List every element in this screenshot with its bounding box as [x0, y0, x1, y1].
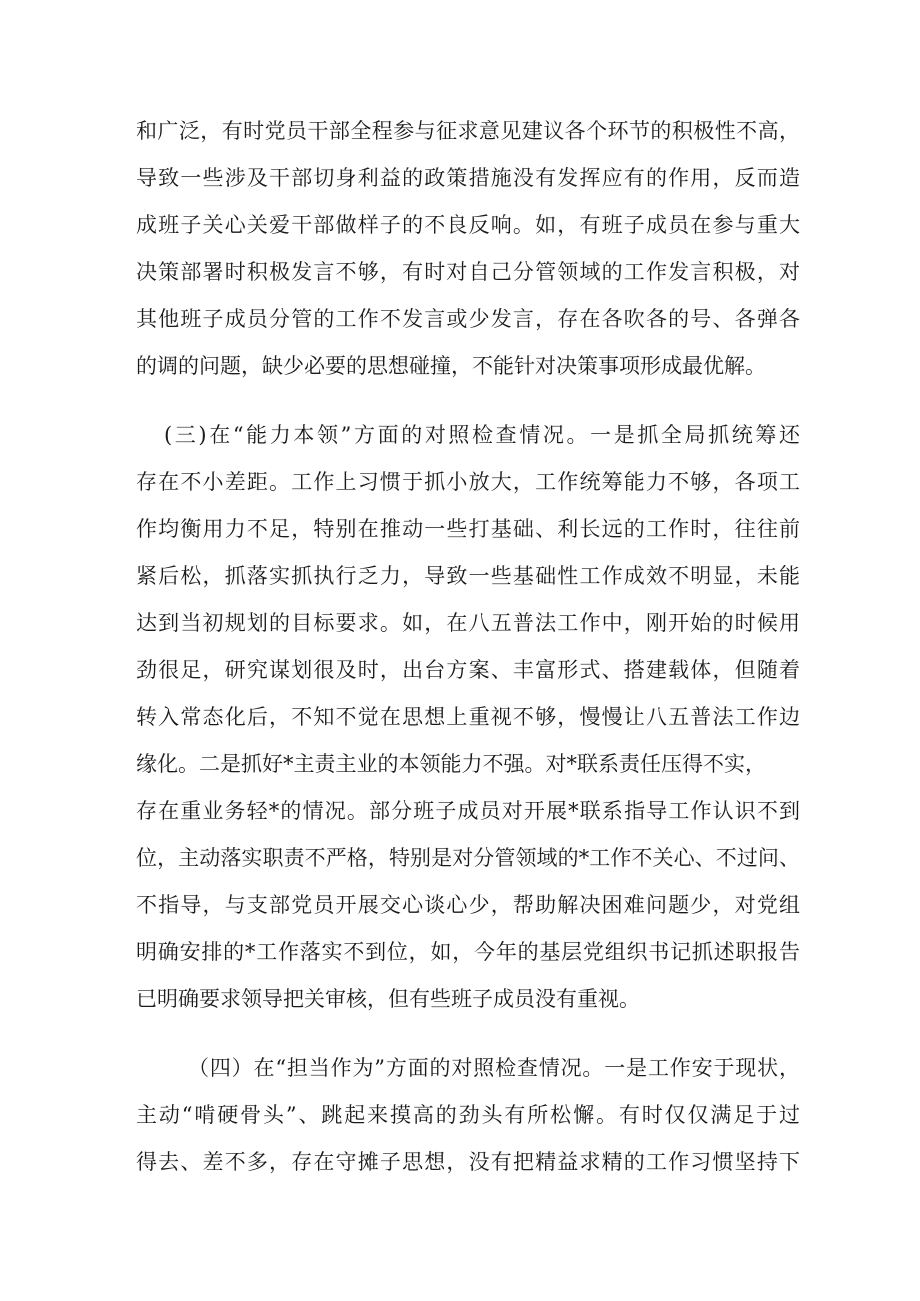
text-line: 明确安排的*工作落实不到位，如，今年的基层党组织书记抓述职报告: [136, 940, 800, 964]
paragraph-spacer: [136, 1023, 800, 1045]
text-line: 得去、差不多，存在守摊子思想，没有把精益求精的工作习惯坚持下: [136, 1150, 800, 1174]
paragraph-3: [136, 1045, 800, 1186]
text-line: 达到当初规划的目标要求。如，在八五普法工作中，刚开始的时候用: [136, 611, 800, 635]
text-line: 其他班子成员分管的工作不发言或少发言，存在各吹各的号、各弹各: [136, 307, 800, 331]
document-page: [136, 108, 800, 1186]
text-line: 劲很足，研究谋划很及时，出台方案、丰富形式、搭建载体，但随着: [136, 658, 800, 682]
text-line: (三)在“能力本领”方面的对照检查情况。一是抓全局抓统筹还: [164, 423, 800, 447]
text-line: 的调的问题，缺少必要的思想碰撞，不能针对决策事项形成最优解。: [136, 354, 766, 378]
text-line: 主动“啃硬骨头”、跳起来摸高的劲头有所松懈。有时仅仅满足于过: [136, 1103, 800, 1127]
text-line: 不指导，与支部党员开展交心谈心少，帮助解决困难问题少，对党组: [136, 893, 800, 917]
text-line: 位，主动落实职责不严格，特别是对分管领域的*工作不关心、不过问、: [136, 846, 800, 870]
paragraph-1: [136, 108, 800, 390]
text-line: 存在不小差距。工作上习惯于抓小放大，工作统筹能力不够，各项工: [136, 470, 800, 494]
paragraph-2: [136, 412, 800, 1023]
text-line: （四）在“担当作为”方面的对照检查情况。一是工作安于现状，: [188, 1056, 800, 1080]
text-line: 成班子关心关爱干部做样子的不良反响。如，有班子成员在参与重大: [136, 213, 800, 237]
text-line: 转入常态化后，不知不觉在思想上重视不够，慢慢让八五普法工作边: [136, 705, 800, 729]
paragraph-spacer: [136, 390, 800, 412]
text-line: 决策部署时积极发言不够，有时对自己分管领域的工作发言积极，对: [136, 260, 800, 284]
text-line: 作均衡用力不足，特别在推动一些打基础、利长远的工作时，往往前: [136, 517, 800, 541]
text-line: 已明确要求领导把关审核，但有些班子成员没有重视。: [136, 987, 640, 1011]
text-line: 导致一些涉及干部切身利益的政策措施没有发挥应有的作用，反而造: [136, 166, 800, 190]
text-line: 存在重业务轻*的情况。部分班子成员对开展*联系指导工作认识不到: [136, 799, 800, 823]
text-line: 紧后松，抓落实抓执行乏力，导致一些基础性工作成效不明显，未能: [136, 564, 800, 588]
text-line: 和广泛，有时党员干部全程参与征求意见建议各个环节的积极性不高，: [136, 119, 800, 143]
text-line: 缘化。二是抓好*主责主业的本领能力不强。对*联系责任压得不实，: [136, 752, 766, 776]
